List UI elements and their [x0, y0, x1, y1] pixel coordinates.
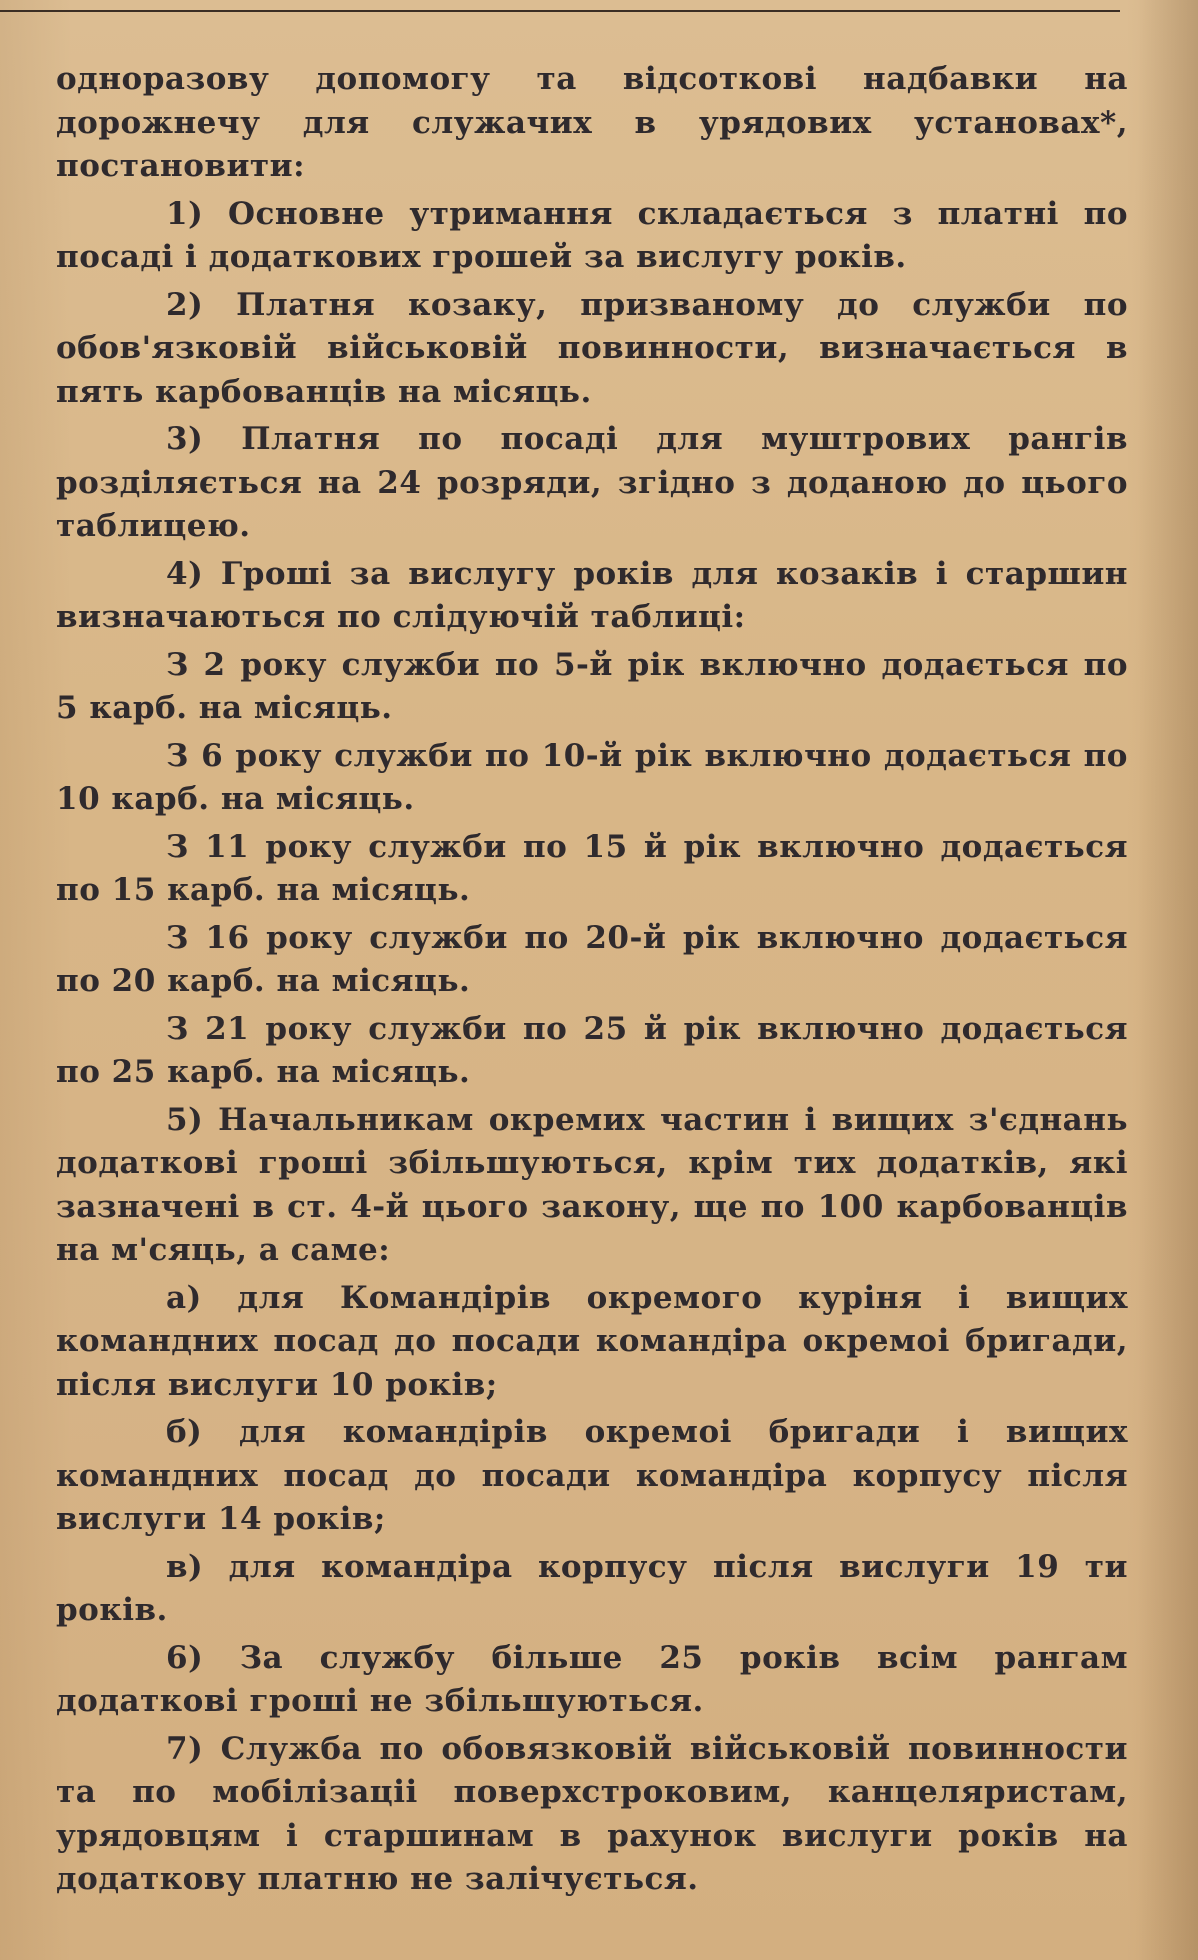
- paragraph-7: 7) Служба по обовязковій військовій повинности та по мобілізаціі поверхстроковим, канцеляристам, урядовцям і старшинам в рахунок вислуги років на додаткову платню не залічується.: [56, 1730, 1128, 1897]
- paragraph-6: 6) За службу більше 25 років всім рангам додаткові гроші не збільшуються.: [56, 1639, 1128, 1719]
- article-body: [56, 58, 1128, 1906]
- paragraph-4: 4) Гроші за вислугу років для козаків і старшин визначаються по слідуючій таблиці:: [56, 555, 1128, 635]
- top-rule: [0, 10, 1120, 12]
- subitem-v: в) для командіра корпусу після вислуги 19 ти років.: [56, 1548, 1128, 1628]
- paragraph-intro: одноразову допомогу та відсоткові надбавки на дорожнечу для служачих в урядових установах*, постановити:: [56, 61, 1128, 184]
- seniority-row-11-15: З 11 року служби по 15 й рік включно додається по 15 карб. на місяць.: [56, 828, 1128, 908]
- page-edge-shadow: [1138, 0, 1198, 1960]
- paragraph-5: 5) Начальникам окремих частин і вищих з'єднань додаткові гроші збільшуються, крім тих додатків, які зазначені в ст. 4-й цього закону, ще по 100 карбованців на м'сяць, а саме:: [56, 1101, 1128, 1268]
- subitem-b: б) для командірів окремоі бригади і вищих командних посад до посади командіра корпусу після вислуги 14 років;: [56, 1414, 1128, 1537]
- subitem-a: а) для Командірів окремого куріня і вищих командних посад до посади командіра окремоі бригади, після вислуги 10 років;: [56, 1279, 1128, 1403]
- seniority-row-16-20: З 16 року служби по 20-й рік включно додається по 20 карб. на місяць.: [56, 919, 1128, 999]
- paragraph-2: 2) Платня козаку, призваному до служби по обов'язковій військовій повинности, визначається в пять карбованців на місяць.: [56, 286, 1128, 410]
- seniority-row-6-10: З 6 року служби по 10-й рік включно додається по 10 карб. на місяць.: [56, 737, 1128, 817]
- seniority-row-2-5: З 2 року служби по 5-й рік включно додається по 5 карб. на місяць.: [56, 646, 1128, 726]
- paragraph-3: 3) Платня по посаді для муштрових рангів розділяється на 24 розряди, згідно з доданою до цього таблицею.: [56, 421, 1128, 544]
- seniority-row-21-25: З 21 року служби по 25 й рік включно додається по 25 карб. на місяць.: [56, 1010, 1128, 1090]
- paragraph-1: 1) Основне утримання складається з платні по посаді і додаткових грошей за вислугу років.: [56, 195, 1128, 275]
